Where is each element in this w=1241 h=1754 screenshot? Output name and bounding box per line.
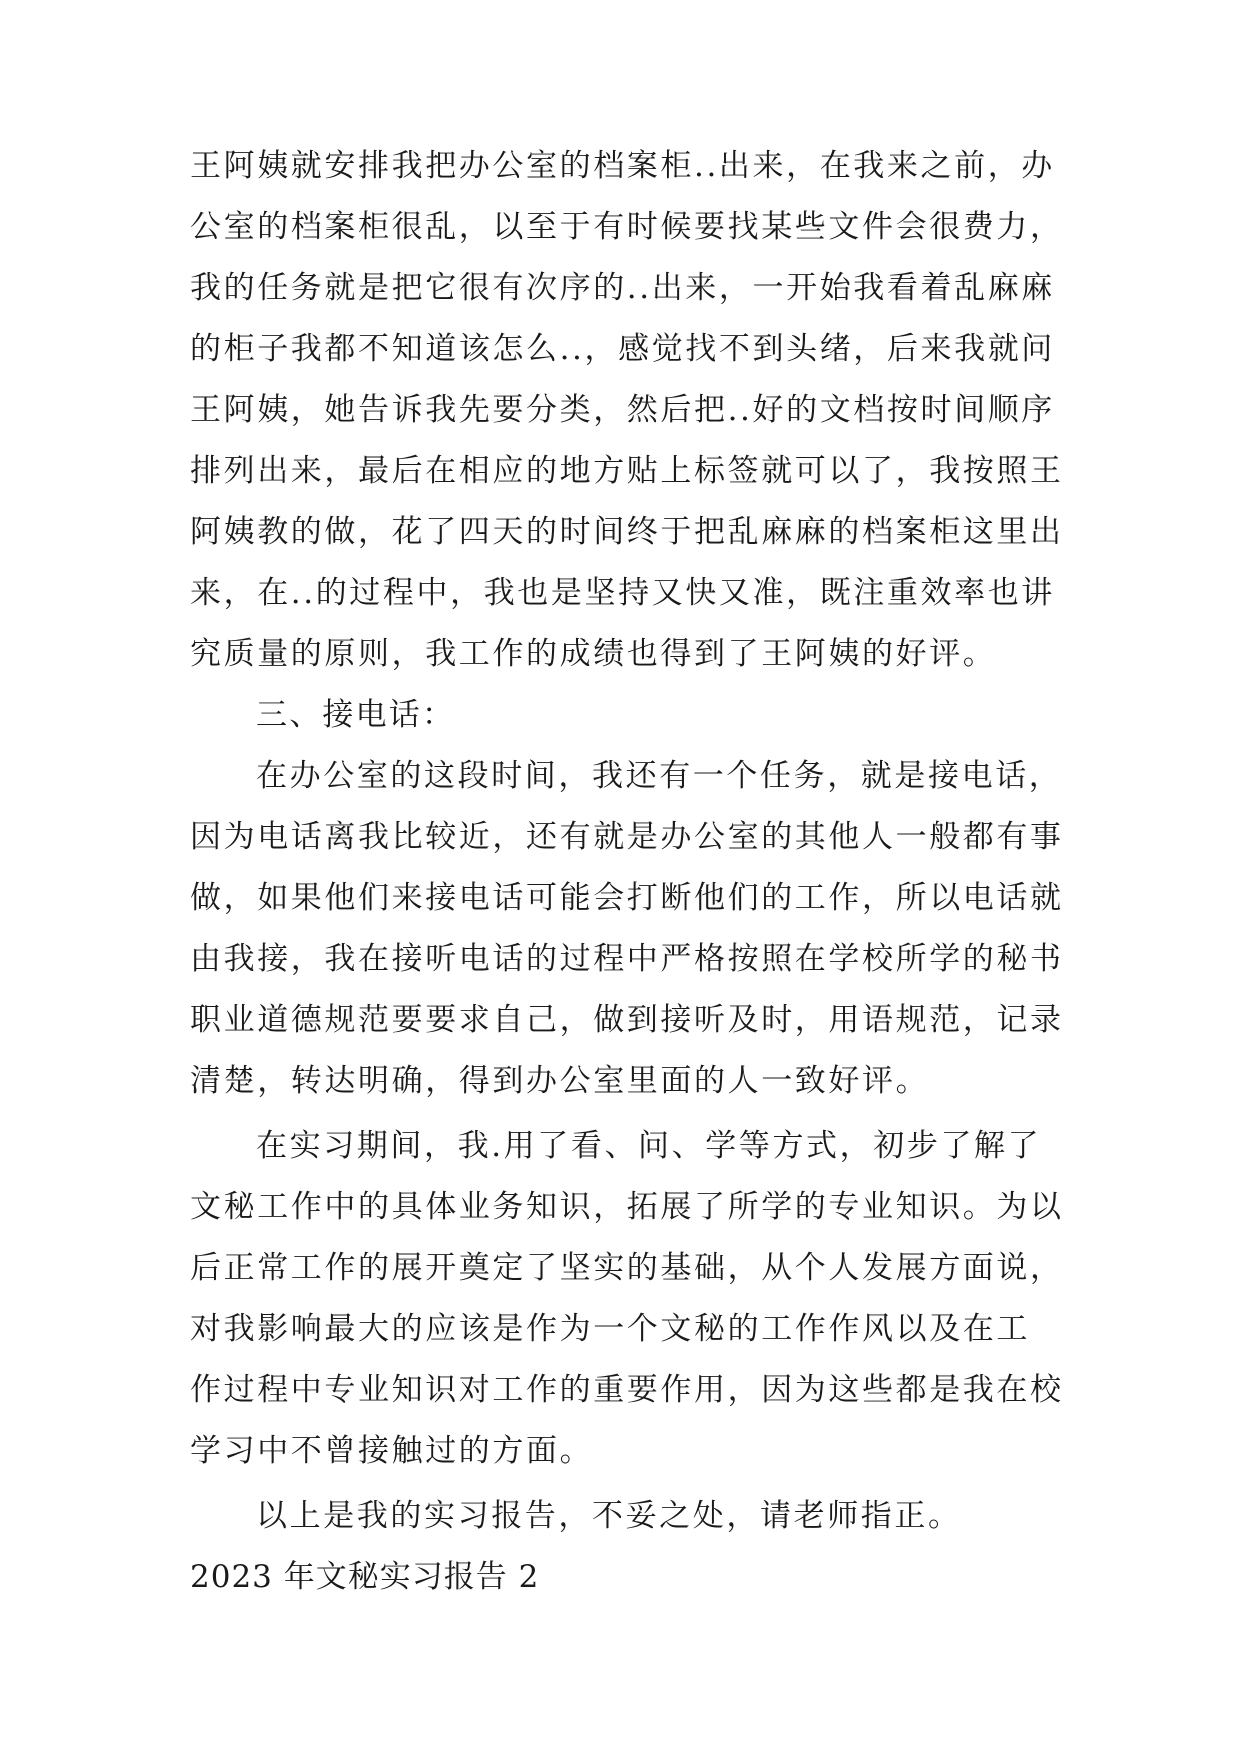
paragraph-line: 对我影响最大的应该是作为一个文秘的工作作风以及在工	[190, 1311, 1030, 1347]
paragraph-line: 的柜子我都不知道该怎么..，感觉找不到头绪，后来我就问	[190, 331, 1055, 367]
paragraph-line: 以上是我的实习报告，不妥之处，请老师指正。	[256, 1498, 962, 1534]
paragraph-line: 在办公室的这段时间，我还有一个任务，就是接电话，	[256, 758, 1063, 794]
paragraph-line: 王阿姨，她告诉我先要分类，然后把..好的文档按时间顺序	[190, 392, 1055, 428]
paragraph-line: 清楚，转达明确，得到办公室里面的人一致好评。	[190, 1063, 930, 1099]
paragraph-line: 来，在..的过程中，我也是坚持又快又准，既注重效率也讲	[190, 575, 1055, 611]
paragraph-line: 由我接，我在接听电话的过程中严格按照在学校所学的秘书	[190, 941, 1064, 977]
paragraph-line: 排列出来，最后在相应的地方贴上标签就可以了，我按照王	[190, 453, 1064, 489]
paragraph-line: 作过程中专业知识对工作的重要作用，因为这些都是我在校	[190, 1372, 1064, 1408]
paragraph-line: 职业道德规范要要求自己，做到接听及时，用语规范，记录	[190, 1002, 1064, 1038]
paragraph-line: 后正常工作的展开奠定了坚实的基础，从个人发展方面说，	[190, 1250, 1064, 1286]
paragraph-line: 我的任务就是把它很有次序的..出来，一开始我看着乱麻麻	[190, 270, 1055, 306]
section-title: 2023 年文秘实习报告 2	[190, 1559, 540, 1595]
paragraph-line: 做，如果他们来接电话可能会打断他们的工作，所以电话就	[190, 880, 1064, 916]
paragraph-line: 究质量的原则，我工作的成绩也得到了王阿姨的好评。	[190, 636, 997, 672]
paragraph-line: 因为电话离我比较近，还有就是办公室的其他人一般都有事	[190, 819, 1064, 855]
section-heading: 三、接电话：	[256, 697, 456, 733]
paragraph-line: 王阿姨就安排我把办公室的档案柜..出来，在我来之前，办	[190, 148, 1055, 184]
paragraph-line: 阿姨教的做，花了四天的时间终于把乱麻麻的档案柜这里出	[190, 514, 1064, 550]
paragraph-line: 公室的档案柜很乱，以至于有时候要找某些文件会很费力，	[190, 209, 1064, 245]
paragraph-line: 学习中不曾接触过的方面。	[190, 1433, 594, 1469]
paragraph-line: 文秘工作中的具体业务知识，拓展了所学的专业知识。为以	[190, 1189, 1064, 1225]
paragraph-line: 在实习期间，我.用了看、问、学等方式，初步了解了	[256, 1128, 1042, 1164]
